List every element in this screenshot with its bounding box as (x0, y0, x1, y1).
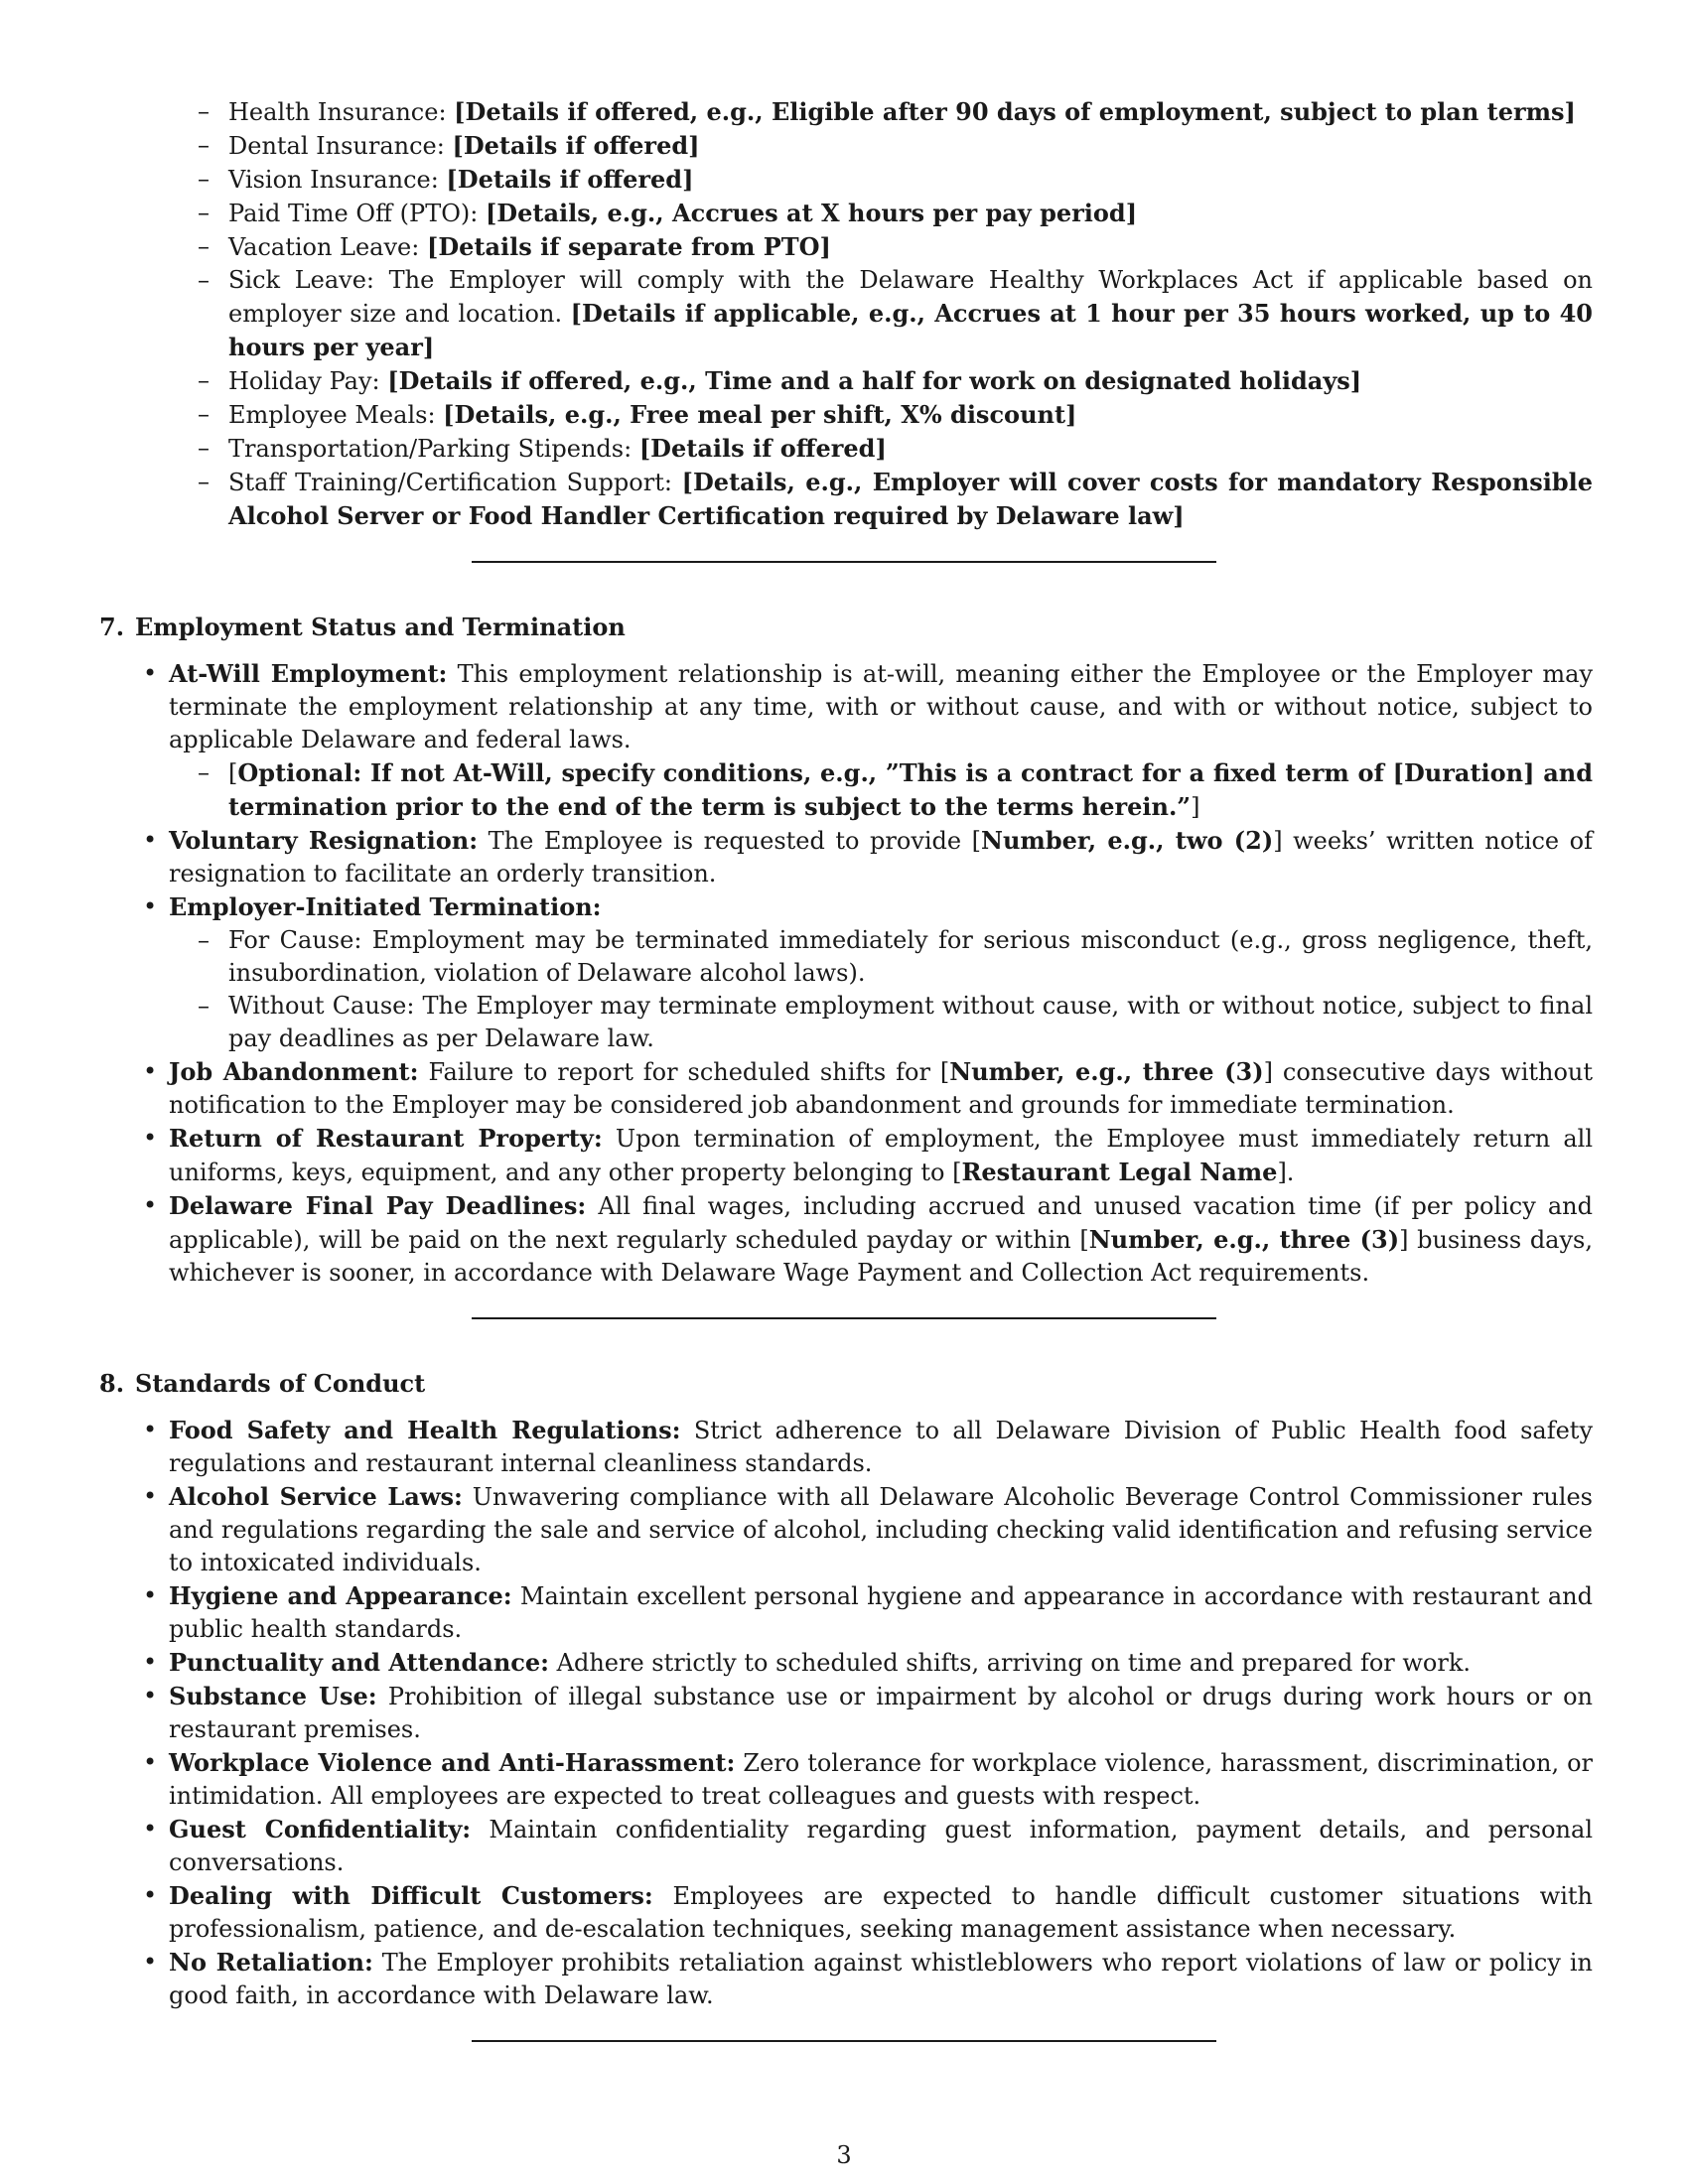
benefits-list (95, 95, 1593, 533)
list-item: • Workplace Violence and Anti-Harassment: Zero tolerance for workplace violence, harassment, discrimination, or intimidation. All employees are expected to treat colleagues and guests with respect. (169, 1746, 1593, 1813)
list-item: • Substance Use: Prohibition of illegal substance use or impairment by alcohol or drugs during work hours or on restaurant premises. (169, 1680, 1593, 1746)
termination-sublist (169, 924, 1593, 1055)
list-item: • Punctuality and Attendance: Adhere strictly to scheduled shifts, arriving on time and prepared for work. (169, 1646, 1593, 1680)
list-item: – Without Cause: The Employer may terminate employment without cause, with or without notice, subject to final pay deadlines as per Delaware law. (228, 990, 1593, 1055)
at-will-item: • At-Will Employment: This employment relationship is at-will, meaning either the Employee or the Employer may terminate the employment relationship at any time, with or without cause, and with or without notice, subject to applicable Delaware and federal laws. – [Optional: If not At-Will, specify conditions, e.g., ”This is a contract for a fixed term of [Duration] and termination prior to the end of the term is subject to the terms herein.”] (169, 657, 1593, 824)
list-item: • Food Safety and Health Regulations: Strict adherence to all Delaware Division of Public Health food safety regulations and restaurant internal cleanliness standards. (169, 1414, 1593, 1480)
list-item: – Vision Insurance: [Details if offered] (228, 163, 1593, 197)
page-content (95, 95, 1593, 2042)
list-item: – Transportation/Parking Stipends: [Details if offered] (228, 432, 1593, 466)
list-item: – Employee Meals: [Details, e.g., Free meal per shift, X% discount] (228, 398, 1593, 432)
section-divider (472, 2040, 1216, 2042)
abandonment-item: • Job Abandonment: Failure to report for scheduled shifts for [Number, e.g., three (3)] consecutive days without notification to the Employer may be considered job abandonment and grounds for immediate termination. (169, 1055, 1593, 1122)
at-will-sublist (169, 756, 1593, 824)
list-item: • Alcohol Service Laws: Unwavering compliance with all Delaware Alcoholic Beverage Control Commissioner rules and regulations regarding the sale and service of alcohol, including checking valid identification and refusing service to intoxicated individuals. (169, 1480, 1593, 1579)
section-divider (472, 1317, 1216, 1319)
resignation-item: • Voluntary Resignation: The Employee is requested to provide [Number, e.g., two (2)] weeks’ written notice of resignation to facilitate an orderly transition. (169, 824, 1593, 890)
list-item: • Dealing with Difficult Customers: Employees are expected to handle difficult customer situations with professionalism, patience, and de-escalation techniques, seeking management assistance when necessary. (169, 1879, 1593, 1946)
list-item: • Guest Confidentiality: Maintain confidentiality regarding guest information, payment details, and personal conversations. (169, 1813, 1593, 1879)
employer-termination-item: • Employer-Initiated Termination: – For Cause: Employment may be terminated immediately for serious misconduct (e.g., gross negligence, theft, insubordination, violation of Delaware alcohol laws). – Without Cause: The Employer may terminate employment without cause, with or without notice, subject to final pay deadlines as per Delaware law. (169, 890, 1593, 1055)
list-item: – Vacation Leave: [Details if separate from PTO] (228, 230, 1593, 264)
list-item: – Dental Insurance: [Details if offered] (228, 129, 1593, 163)
page-number: 3 (836, 2141, 852, 2169)
list-item: • Hygiene and Appearance: Maintain excellent personal hygiene and appearance in accordance with restaurant and public health standards. (169, 1579, 1593, 1646)
list-item: • No Retaliation: The Employer prohibits retaliation against whistleblowers who report violations of law or policy in good faith, in accordance with Delaware law. (169, 1946, 1593, 2012)
list-item: – [Optional: If not At-Will, specify conditions, e.g., ”This is a contract for a fixed term of [Duration] and termination prior to the end of the term is subject to the terms herein.”] (228, 756, 1593, 824)
list-item: – Paid Time Off (PTO): [Details, e.g., Accrues at X hours per pay period] (228, 197, 1593, 230)
property-item: • Return of Restaurant Property: Upon termination of employment, the Employee must immediately return all uniforms, keys, equipment, and any other property belonging to [Restaurant Legal Name]. (169, 1122, 1593, 1189)
section-8-list (95, 1414, 1593, 2012)
section-8-heading: 8. Standards of Conduct (99, 1369, 426, 1398)
final-pay-item: • Delaware Final Pay Deadlines: All final wages, including accrued and unused vacation time (if per policy and applicable), will be paid on the next regularly scheduled payday or within [Number, e.g., three (3)] business days, whichever is sooner, in accordance with Delaware Wage Payment and Collection Act requirements. (169, 1189, 1593, 1290)
list-item: – Sick Leave: The Employer will comply with the Delaware Healthy Workplaces Act if applicable based on employer size and location. [Details if applicable, e.g., Accrues at 1 hour per 35 hours worked, up to 40 hours per year] (228, 264, 1593, 364)
section-7-heading: 7. Employment Status and Termination (99, 613, 626, 641)
section-7-list (95, 657, 1593, 1290)
list-item: – For Cause: Employment may be terminated immediately for serious misconduct (e.g., gross negligence, theft, insubordination, violation of Delaware alcohol laws). (228, 924, 1593, 990)
list-item: – Holiday Pay: [Details if offered, e.g., Time and a half for work on designated holidays] (228, 364, 1593, 398)
section-divider (472, 561, 1216, 563)
list-item: – Health Insurance: [Details if offered, e.g., Eligible after 90 days of employment, subject to plan terms] (228, 95, 1593, 129)
list-item: – Staff Training/Certification Support: [Details, e.g., Employer will cover costs for mandatory Responsible Alcohol Server or Food Handler Certification required by Delaware law] (228, 466, 1593, 533)
